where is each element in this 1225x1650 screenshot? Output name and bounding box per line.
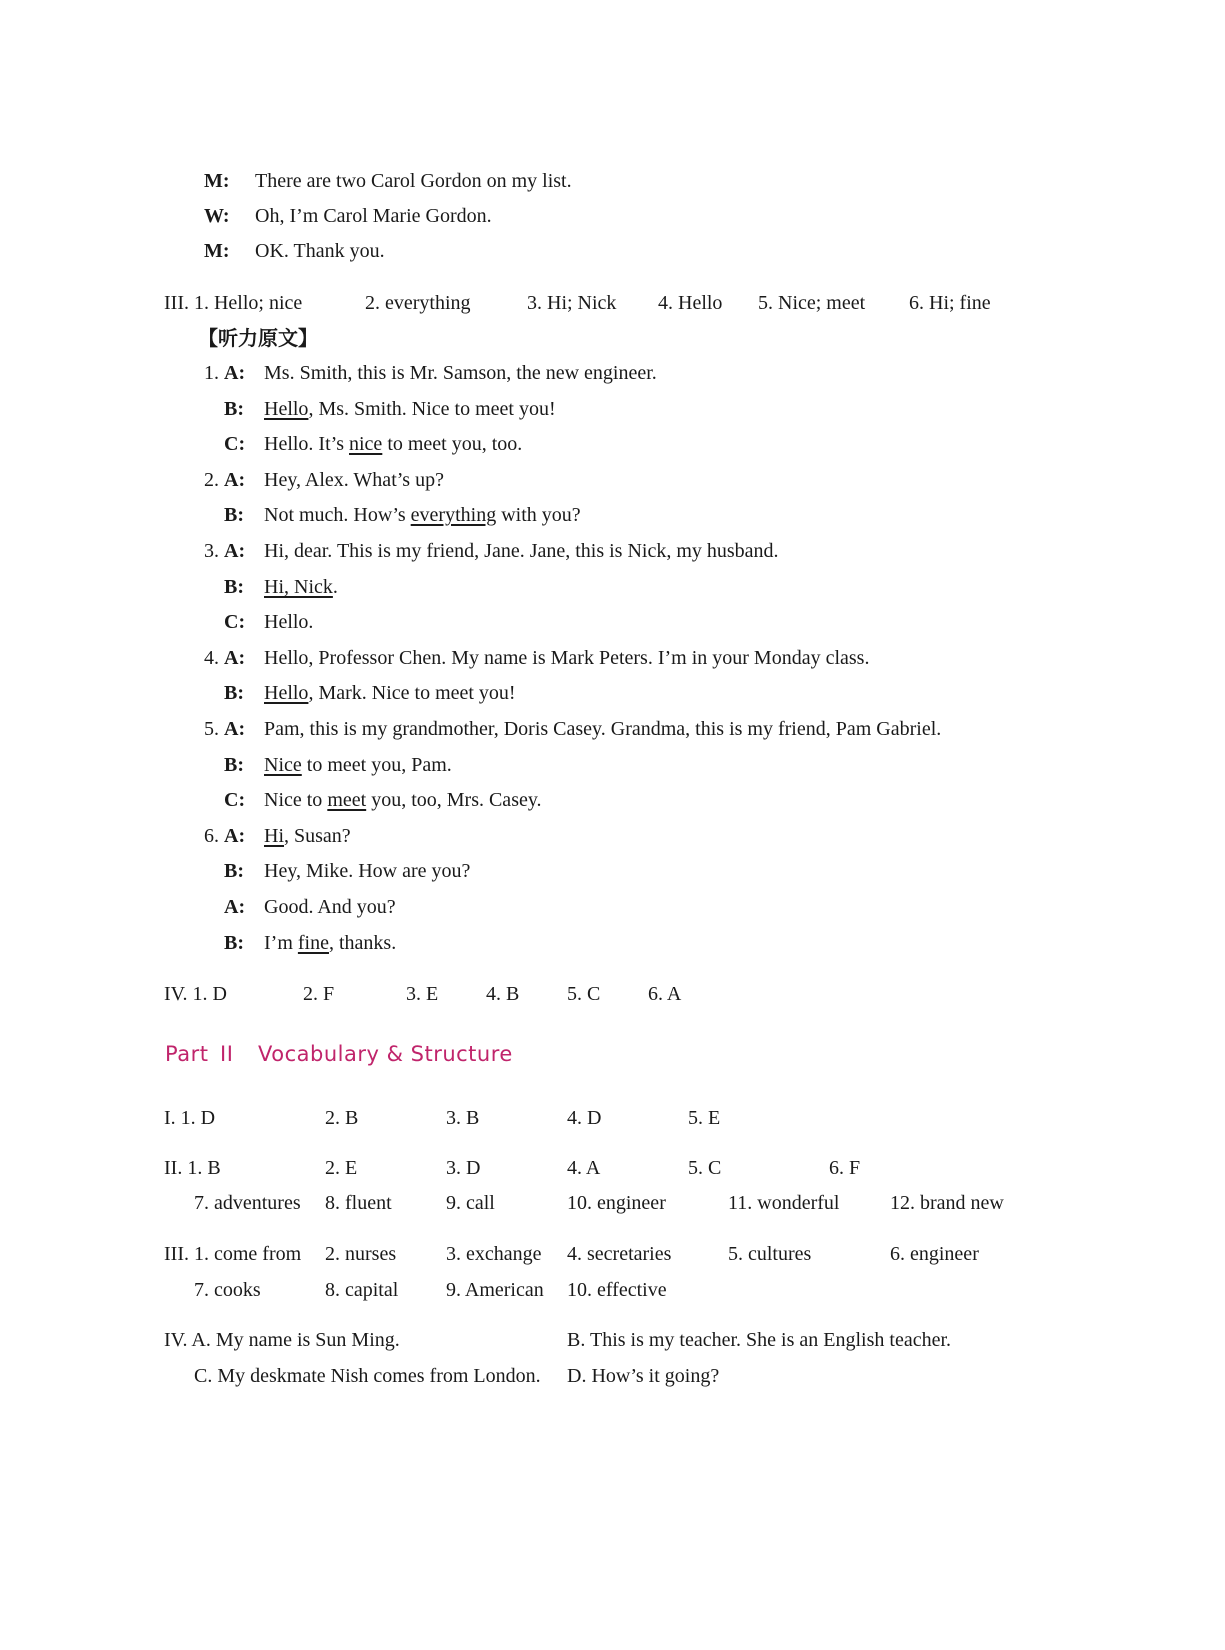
transcript-number: 3. (204, 540, 219, 562)
part-label: Part (165, 1042, 209, 1066)
transcript-line (264, 788, 542, 812)
line-text: , Susan? (284, 825, 351, 847)
answer-blank: meet (327, 789, 367, 811)
line-text: , Mark. Nice to meet you! (308, 682, 516, 704)
line-text: , thanks. (328, 932, 397, 954)
speaker-label: A: (224, 825, 246, 847)
answer-item: 3. exchange (446, 1243, 542, 1265)
dialogue-line: Oh, I’m Carol Marie Gordon. (255, 205, 492, 227)
line-text: Nice to (264, 789, 328, 811)
answer-blank: Hi (264, 825, 284, 847)
speaker-label: B: (224, 398, 244, 420)
answer-item: 2. everything (365, 292, 471, 314)
speaker-label: M: (204, 170, 230, 192)
transcript-line (264, 539, 779, 563)
transcript-line (264, 397, 556, 421)
speaker-label: A: (224, 469, 246, 491)
speaker-label: A: (224, 540, 246, 562)
transcript-line (264, 575, 338, 599)
line-text: to meet you, too. (382, 433, 523, 455)
line-text: I’m (264, 932, 298, 954)
dialogue-line: There are two Carol Gordon on my list. (255, 170, 572, 192)
speaker-label: B: (224, 860, 244, 882)
answer-item: IV. A. My name is Sun Ming. (164, 1329, 400, 1351)
answer-item: 4. Hello (658, 292, 723, 314)
speaker-label: W: (204, 205, 230, 227)
dialogue-line: OK. Thank you. (255, 240, 385, 262)
answer-blank: Hello (264, 398, 309, 420)
line-text: Not much. How’s (264, 504, 411, 526)
line-text: you, too, Mrs. Casey. (366, 789, 542, 811)
transcript-line (264, 681, 516, 705)
section-label: III. 1. Hello; nice (164, 292, 303, 314)
transcript-number: 1. (204, 362, 219, 384)
answer-item: 5. E (688, 1107, 721, 1129)
transcript-line (264, 717, 941, 741)
answer-item: 7. adventures (194, 1192, 301, 1214)
line-text: Hi, dear. This is my friend, Jane. Jane, this is Nick, my husband. (264, 540, 779, 562)
transcript-line (264, 361, 657, 385)
answer-item: 5. C (688, 1157, 722, 1179)
line-text: Hey, Alex. What’s up? (264, 469, 444, 491)
transcript-number: 2. (204, 469, 219, 491)
transcript-line (264, 753, 452, 777)
transcript-line (264, 432, 522, 456)
answer-blank: fine (297, 932, 329, 954)
answer-item: 7. cooks (194, 1279, 261, 1301)
transcript-title: 【听力原文】 (198, 326, 318, 350)
answer-item: 10. engineer (567, 1192, 666, 1214)
answer-item: 6. A (648, 983, 682, 1005)
line-text: Hello, Professor Chen. My name is Mark Peters. I’m in your Monday class. (264, 647, 870, 669)
answer-item: 4. B (486, 983, 520, 1005)
line-text: Hello. (264, 611, 314, 633)
answer-item: C. My deskmate Nish comes from London. (194, 1365, 541, 1387)
answer-item: 2. B (325, 1107, 359, 1129)
transcript-number: 5. (204, 718, 219, 740)
line-text: Good. And you? (264, 896, 396, 918)
transcript-line (264, 610, 313, 634)
answer-blank: Hi, Nick (264, 576, 333, 598)
answer-item: 5. cultures (728, 1243, 812, 1265)
speaker-label: B: (224, 504, 244, 526)
line-text: Hello. It’s (264, 433, 349, 455)
answer-item: 4. D (567, 1107, 602, 1129)
answer-blank: Nice (264, 754, 302, 776)
answer-item: 3. D (446, 1157, 481, 1179)
answer-item: 4. A (567, 1157, 601, 1179)
speaker-label: A: (224, 718, 246, 740)
speaker-label: B: (224, 576, 244, 598)
answer-blank: Hello (264, 682, 309, 704)
transcript-line (264, 859, 470, 883)
line-text: , Ms. Smith. Nice to meet you! (308, 398, 556, 420)
answer-item: 3. B (446, 1107, 480, 1129)
speaker-label: A: (224, 896, 246, 918)
answer-item: B. This is my teacher. She is an English teacher. (567, 1329, 952, 1351)
transcript-line (264, 931, 396, 955)
answer-item: 10. effective (567, 1279, 667, 1301)
answer-item: 2. E (325, 1157, 358, 1179)
transcript-line (264, 646, 869, 670)
answer-blank: nice (349, 433, 383, 455)
answer-item: D. How’s it going? (567, 1365, 720, 1387)
line-text: Pam, this is my grandmother, Doris Casey. Grandma, this is my friend, Pam Gabriel. (264, 718, 942, 740)
answer-blank: everything (410, 504, 497, 526)
answer-item: 11. wonderful (728, 1192, 840, 1214)
speaker-label: A: (224, 647, 246, 669)
answer-item: 2. nurses (325, 1243, 397, 1265)
transcript-line (264, 824, 351, 848)
transcript-line (264, 503, 581, 527)
speaker-label: B: (224, 932, 244, 954)
transcript-number: 6. (204, 825, 219, 847)
speaker-label: A: (224, 362, 246, 384)
transcript-number: 4. (204, 647, 219, 669)
answer-item: 3. E (406, 983, 439, 1005)
answer-item: 4. secretaries (567, 1243, 672, 1265)
speaker-label: B: (224, 754, 244, 776)
line-text: Hey, Mike. How are you? (264, 860, 471, 882)
transcript-line (264, 895, 396, 919)
section-label: IV. 1. D (164, 983, 227, 1005)
answer-item: 8. fluent (325, 1192, 392, 1214)
answer-item: 2. F (303, 983, 335, 1005)
answer-item: 5. Nice; meet (758, 292, 866, 314)
answer-item: 5. C (567, 983, 601, 1005)
line-text: . (332, 576, 338, 598)
answer-item: 3. Hi; Nick (527, 292, 617, 314)
line-text: to meet you, Pam. (301, 754, 452, 776)
part-number: II (220, 1042, 234, 1066)
line-text: Ms. Smith, this is Mr. Samson, the new engineer. (264, 362, 657, 384)
answer-item: 9. call (446, 1192, 495, 1214)
answer-item: 8. capital (325, 1279, 399, 1301)
answer-item: 6. engineer (890, 1243, 979, 1265)
transcript-line (264, 468, 444, 492)
answer-item: 9. American (446, 1279, 544, 1301)
speaker-label: B: (224, 682, 244, 704)
answer-item: 6. F (829, 1157, 861, 1179)
answer-item: 6. Hi; fine (909, 292, 991, 314)
section-label: II. 1. B (164, 1157, 221, 1179)
line-text: with you? (496, 504, 581, 526)
speaker-label: C: (224, 789, 246, 811)
answer-item: 12. brand new (890, 1192, 1004, 1214)
section-label: I. 1. D (164, 1107, 216, 1129)
speaker-label: C: (224, 433, 246, 455)
speaker-label: M: (204, 240, 230, 262)
speaker-label: C: (224, 611, 246, 633)
part-title: Vocabulary & Structure (258, 1042, 513, 1066)
section-label: III. 1. come from (164, 1243, 302, 1265)
